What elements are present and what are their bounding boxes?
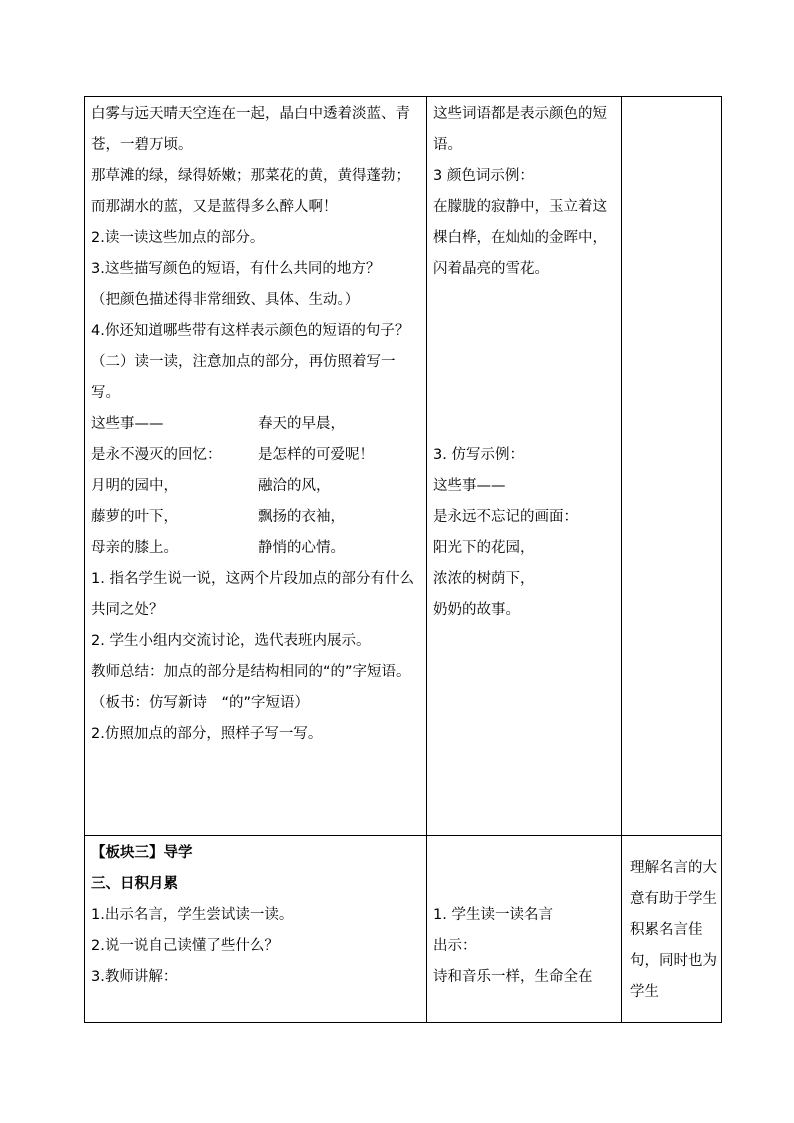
text-line: 3. 仿写示例： bbox=[433, 447, 524, 463]
text-line: 2. 学生小组内交流讨论，选代表班内展示。 bbox=[91, 633, 371, 649]
poem-left: 母亲的膝上。 bbox=[91, 540, 178, 556]
text-line: （板书：仿写新诗 “的”字短语） bbox=[91, 695, 310, 711]
lesson-plan-table bbox=[84, 96, 722, 1023]
activity-cell bbox=[85, 836, 427, 1023]
section-subheading: 三、日积月累 bbox=[91, 876, 178, 892]
text-line: 2.说一说自己读懂了些什么？ bbox=[91, 938, 279, 954]
text-line: 1. 学生读一读名言 bbox=[433, 907, 553, 923]
text-line: 3 颜色词示例： bbox=[433, 168, 534, 184]
poem-left: 是永不漫灭的回忆： bbox=[91, 447, 222, 463]
text-line: 4.你还知道哪些带有这样表示颜色的短语的句子？ bbox=[91, 323, 410, 339]
poem-right: 静悄的心情。 bbox=[258, 540, 345, 556]
poem-left: 藤萝的叶下， bbox=[91, 509, 178, 525]
intent-cell bbox=[622, 97, 722, 836]
text-line: 3.这些描写颜色的短语，有什么共同的地方？ bbox=[91, 261, 381, 277]
text-line: 2.读一读这些加点的部分。 bbox=[91, 230, 265, 246]
text-line: 1. 指名学生说一说，这两个片段加点的部分有什么共同之处？ bbox=[91, 571, 414, 618]
poem-line bbox=[91, 471, 420, 502]
section-heading: 【板块三】导学 bbox=[91, 845, 193, 861]
student-cell bbox=[427, 836, 622, 1023]
text-line: 2.仿照加点的部分，照样子写一写。 bbox=[91, 726, 323, 742]
text-line: 浓浓的树荫下， bbox=[433, 571, 535, 587]
poem-right: 春天的早晨， bbox=[258, 416, 345, 432]
intent-cell bbox=[622, 836, 722, 1023]
text-line: 出示： bbox=[433, 938, 477, 954]
poem-line bbox=[91, 502, 420, 533]
text-line: 3.教师讲解： bbox=[91, 969, 178, 985]
text-line: 理解名言的大意有助于学生积累名言佳句，同时也为学生 bbox=[630, 859, 717, 1000]
poem-right: 飘扬的衣袖， bbox=[258, 509, 345, 525]
text-line: 那草滩的绿，绿得娇嫩；那菜花的黄，黄得蓬勃；而那湖水的蓝，又是蓝得多么醉人啊！ bbox=[91, 168, 410, 215]
table-row bbox=[85, 97, 722, 836]
text-line: （二）读一读，注意加点的部分，再仿照着写一写。 bbox=[91, 354, 396, 401]
poem-left: 这些事—— bbox=[91, 416, 164, 432]
poem-left: 月明的园中， bbox=[91, 478, 178, 494]
text-line: 是永远不忘记的画面： bbox=[433, 509, 578, 525]
text-line: 奶奶的故事。 bbox=[433, 602, 520, 618]
table-row bbox=[85, 836, 722, 1023]
text-line: 诗和音乐一样，生命全在 bbox=[433, 969, 593, 985]
activity-cell bbox=[85, 97, 427, 836]
text-line: （把颜色描述得非常细致、具体、生动。） bbox=[91, 292, 360, 308]
poem-line bbox=[91, 440, 420, 471]
poem-line bbox=[91, 533, 420, 564]
text-line: 白雾与远天晴天空连在一起，晶白中透着淡蓝、青苍，一碧万顷。 bbox=[91, 106, 410, 153]
student-cell bbox=[427, 97, 622, 836]
poem-line bbox=[91, 409, 420, 440]
text-line: 这些事—— bbox=[433, 478, 506, 494]
text-line: 在朦胧的寂静中，玉立着这棵白桦，在灿灿的金晖中，闪着晶亮的雪花。 bbox=[433, 199, 607, 277]
text-line: 阳光下的花园， bbox=[433, 540, 535, 556]
text-line: 这些词语都是表示颜色的短语。 bbox=[433, 106, 607, 153]
text-line: 教师总结：加点的部分是结构相同的“的”字短语。 bbox=[91, 664, 411, 680]
text-line: 1.出示名言，学生尝试读一读。 bbox=[91, 907, 294, 923]
poem-right: 是怎样的可爱呢！ bbox=[258, 447, 374, 463]
poem-right: 融洽的风， bbox=[258, 478, 331, 494]
